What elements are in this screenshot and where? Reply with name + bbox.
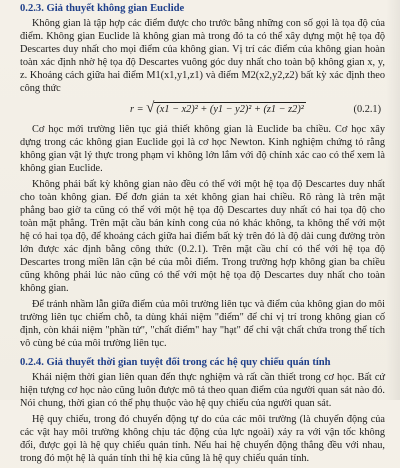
formula-expression [130, 102, 306, 116]
equation-number: (0.2.1) [353, 103, 381, 115]
section-heading-absolute-time: 0.2.4. Giả thuyết thời gian tuyệt đối trong các hệ quy chiếu quán tính [20, 357, 331, 368]
paragraph: Cơ học mới trường liên tục giả thiết không gian là Euclide ba chiều. Cơ học xây dựng trong các không gian Euclide gọi là cơ học Newton. Kinh nghiệm chứng tỏ rằng không gian vật lý thực trong phạm vi không lớn lắm với độ chính xác cao có thể xem là không gian Euclide. [20, 124, 385, 174]
distance-formula [20, 98, 385, 120]
text-column [20, 2, 385, 468]
section-heading-euclid: 0.2.3. Giả thuyết không gian Euclide [20, 3, 185, 14]
sqrt-icon: √ [146, 100, 155, 116]
paragraph: Không gian là tập hợp các điểm được cho trước bằng những con số gọi là tọa độ của điểm. Không gian Euclide là không gian mà trong đó ta có thể xây dựng một hệ tọa độ Descartes duy nhất cho mọi điểm của không gian. Vị trí các điểm của không gian hoàn toàn xác định nhờ hệ tọa độ Descartes vuông góc duy nhất cho toàn bộ không gian x, y, z. Khoảng cách giữa hai điểm M1(x1,y1,z1) và điểm M2(x2,y2,z2) bất kỳ xác định theo công thức [20, 18, 385, 94]
paragraph: Không phải bất kỳ không gian nào đều có thể với một hệ tọa độ Descartes duy nhất cho toàn không gian. Để đơn giản ta xét không gian hai chiều. Rõ ràng là trên mặt phẳng bao giờ ta cũng có thể với một hệ tọa độ Descartes duy nhất có hai tọa độ cho toàn mặt phẳng. Trên mặt cầu bán kính cong của nó khác không, ta không thể với một hệ có hai tọa độ, để khoảng cách giữa hai điểm bất kỳ trên đó là độ dài cung đường tròn lớn được xác định bằng công thức (0.2.1). Trên mặt cầu chỉ có thể với hệ tọa độ Descartes trong miền lân cận bé của mỗi điểm. Trong trường hợp không gian ba chiều cũng không phải lúc nào cũng có thể với một hệ tọa độ Descartes duy nhất cho toàn không gian. [20, 179, 385, 294]
formula-radicand: (x1 − x2)² + (y1 − y2)² + (z1 − z2)² [156, 104, 304, 115]
paragraph: Để tránh nhầm lẫn giữa điểm của môi trường liên tục và điểm của không gian do môi trường liên tục chiếm chỗ, ta dùng khái niệm "điểm" để chỉ vị trí trong không gian cố định, còn khái niệm "phần tử", "chất điểm" hay "hạt" để chỉ vật chất chứa trong thể tích vô cùng bé của môi trường liên tục. [20, 299, 385, 349]
formula-lhs: r = [130, 104, 144, 115]
paragraph: Khái niệm thời gian liên quan đến thực nghiệm và rất cần thiết trong cơ học. Bất cứ hiện tượng cơ học nào cũng luôn được mô tả theo quan điểm của người quan sát nào đó. Nói chung, thời gian có thể phụ thuộc vào hệ quy chiếu của người quan sát. [20, 372, 385, 409]
paragraph: Hệ quy chiếu, trong đó chuyển động tự do của các môi trường (là chuyển động của các vật hay môi trường không chịu tác động của lực ngoài) xảy ra với vận tốc không đổi, được gọi là hệ quy chiếu quán tính. Nếu hai hệ chuyển động thẳng đều với nhau, trong đó một hệ là quán tính thì hệ kia cũng là hệ quy chiếu quán tính. [20, 414, 385, 464]
